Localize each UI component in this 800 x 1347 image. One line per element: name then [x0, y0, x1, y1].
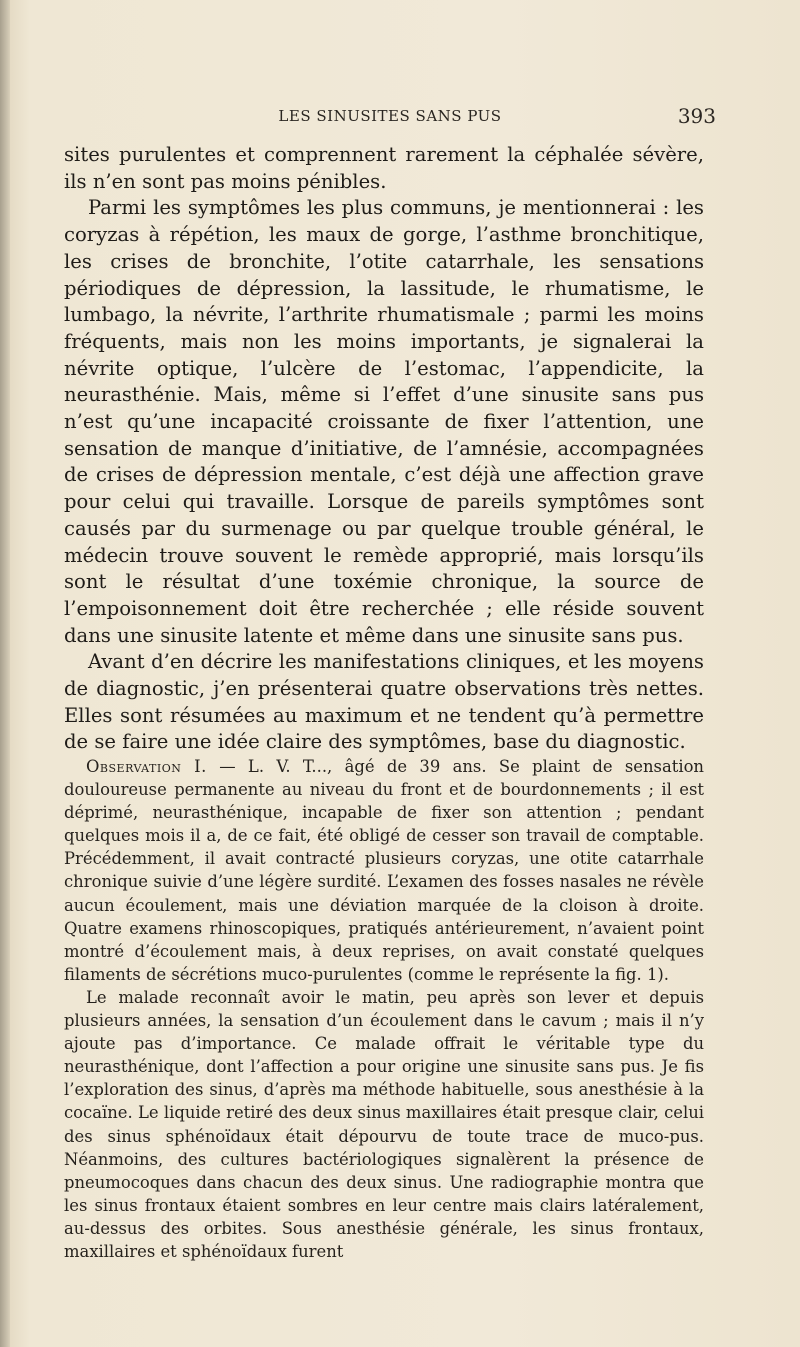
book-spine-shadow: [0, 0, 10, 1347]
running-title: LES SINUSITES SANS PUS: [278, 107, 502, 125]
page-number: 393: [677, 104, 716, 128]
running-header: [64, 104, 716, 128]
main-text: [64, 142, 704, 756]
paragraph-continuation: sites purulentes et comprennent rarement la céphalée sévère, ils n’en sont pas moins pénibles.: [64, 143, 704, 193]
observation-paragraph-2: Le malade reconnaît avoir le matin, peu après son lever et depuis plusieurs années, la sensation d’un écoulement dans le cavum ; mais il n’y ajoute pas d’importance. Ce malade offrait le véritable type du neurasthénique, dont l’affection a pour origine une sinusite sans pus. Je fis l’exploration des sinus, d’après ma méthode habituelle, sous anesthésie à la cocaïne. Le liquide retiré des deux sinus maxillaires était presque clair, celui des sinus sphénoïdaux était dépourvu de toute trace de muco-pus. Néanmoins, des cultures bactériologiques signalèrent la présence de pneumocoques dans chacun des deux sinus. Une radiographie montra que les sinus frontaux étaient sombres en leur centre mais clairs latéralement, au-dessus des orbites. Sous anesthésie générale, les sinus frontaux, maxillaires et sphénoïdaux furent: [64, 987, 704, 1261]
paragraph-symptoms: Parmi les symptômes les plus communs, je mentionnerai : les coryzas à répétion, les maux de gorge, l’asthme bronchitique, les crises de bronchite, l’otite catarrhale, les sensations périodiques de dépression, la lassitude, le rhumatisme, le lumbago, la névrite, l’arthrite rhumatismale ; parmi les moins fréquents, mais non les moins importants, je signalerai la névrite optique, l’ulcère de l’estomac, l’appendicite, la neurasthénie. Mais, même si l’effet d’une sinusite sans pus n’est qu’une incapacité croissante de fixer l’attention, une sensation de manque d’initiative, de l’amnésie, accompagnées de crises de dépression mentale, c’est déjà une affection grave pour celui qui travaille. Lorsque de pareils symptômes sont causés par du surmenage ou par quelque trouble général, le médecin trouve souvent le remède approprié, mais lorsqu’ils sont le résultat d’une toxémie chronique, la source de l’empoisonnement doit être recherchée ; elle réside souvent dans une sinusite latente et même dans une sinusite sans pus.: [64, 196, 704, 647]
observation-text-1: — L. V. T..., âgé de 39 ans. Se plaint de sensation douloureuse permanente au niveau du front et de bourdonnements ; il est déprimé, neurasthénique, incapable de fixer son attention ; pendant quelques mois il a, de ce fait, été obligé de cesser son travail de comptable. Précédemment, il avait contracté plusieurs coryzas, une otite catarrhale chronique suivie d’une légère surdité. L’examen des fosses nasales ne révèle aucun écoulement, mais une déviation marquée de la cloison à droite. Quatre examens rhinoscopiques, pratiqués antérieurement, n’avaient point montré d’écoulement mais, à deux reprises, on avait constaté quelques filaments de sécrétions muco-purulentes (comme le représente la fig. 1).: [64, 757, 704, 984]
observation-paragraph-1: [64, 755, 704, 986]
observation-label: Observation I.: [86, 757, 207, 776]
observation-block: [64, 755, 704, 1263]
paragraph-observations-intro: Avant d’en décrire les manifestations cliniques, et les moyens de diagnostic, j’en présenterai quatre observations très nettes. Elles sont résumées au maximum et ne tendent qu’à permettre de se faire une idée claire des symptômes, base du diagnostic.: [64, 650, 704, 754]
